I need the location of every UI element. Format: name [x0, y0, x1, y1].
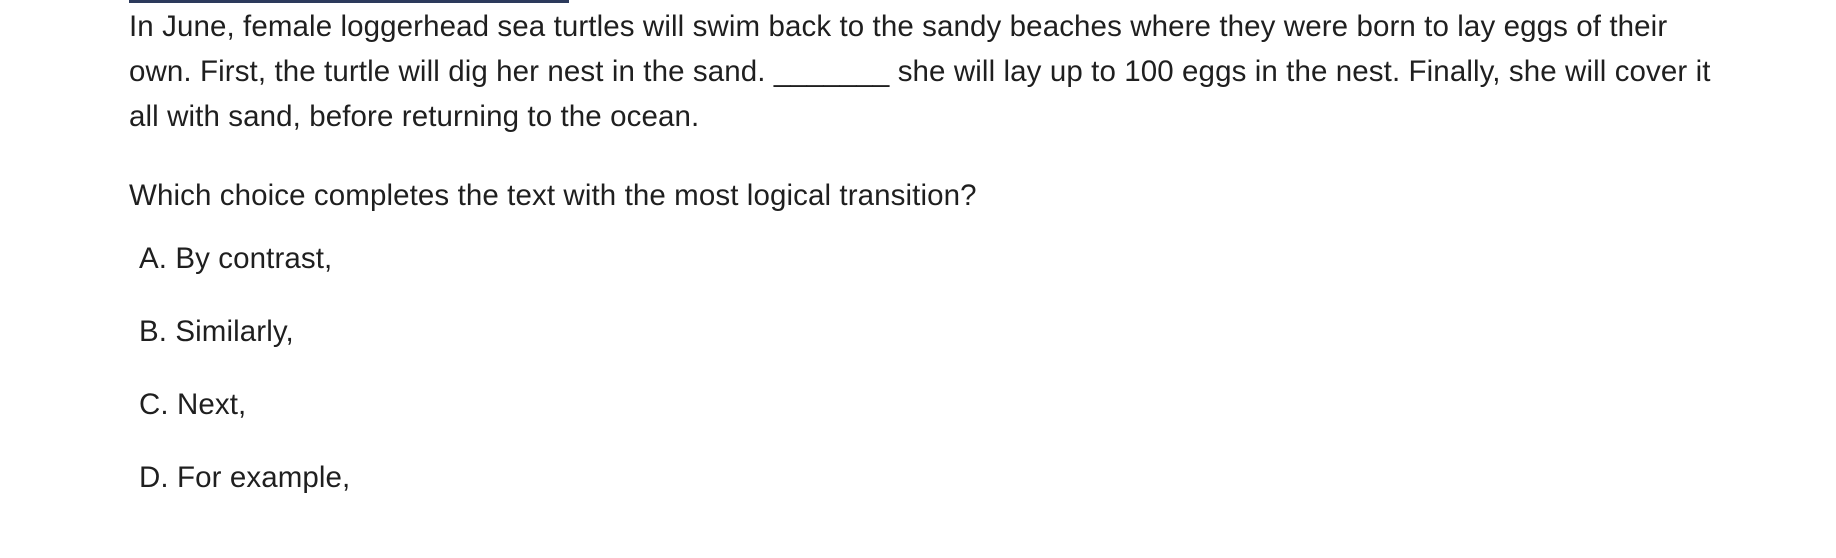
choice-text: Next, [177, 388, 247, 421]
choice-d[interactable] [139, 455, 350, 528]
choice-text: For example, [177, 461, 351, 494]
answer-choices [139, 236, 350, 528]
choice-text: By contrast, [175, 242, 333, 275]
choice-letter: C. [139, 388, 169, 421]
top-divider [129, 0, 569, 3]
question-prompt: Which choice completes the text with the most logical transition? [129, 179, 977, 212]
choice-b[interactable] [139, 309, 350, 382]
choice-letter: B. [139, 315, 168, 348]
choice-letter: A. [139, 242, 168, 275]
choice-c[interactable] [139, 382, 350, 455]
choice-text: Similarly, [175, 315, 294, 348]
choice-letter: D. [139, 461, 169, 494]
choice-a[interactable] [139, 236, 350, 309]
passage-text: In June, female loggerhead sea turtles will swim back to the sandy beaches where they were born to lay eggs of their own. First, the turtle will dig her nest in the sand. _______ she will lay up to 100 eggs in the nest. Finally, she will cover it all with sand, before returning to the ocean. [129, 10, 1711, 133]
